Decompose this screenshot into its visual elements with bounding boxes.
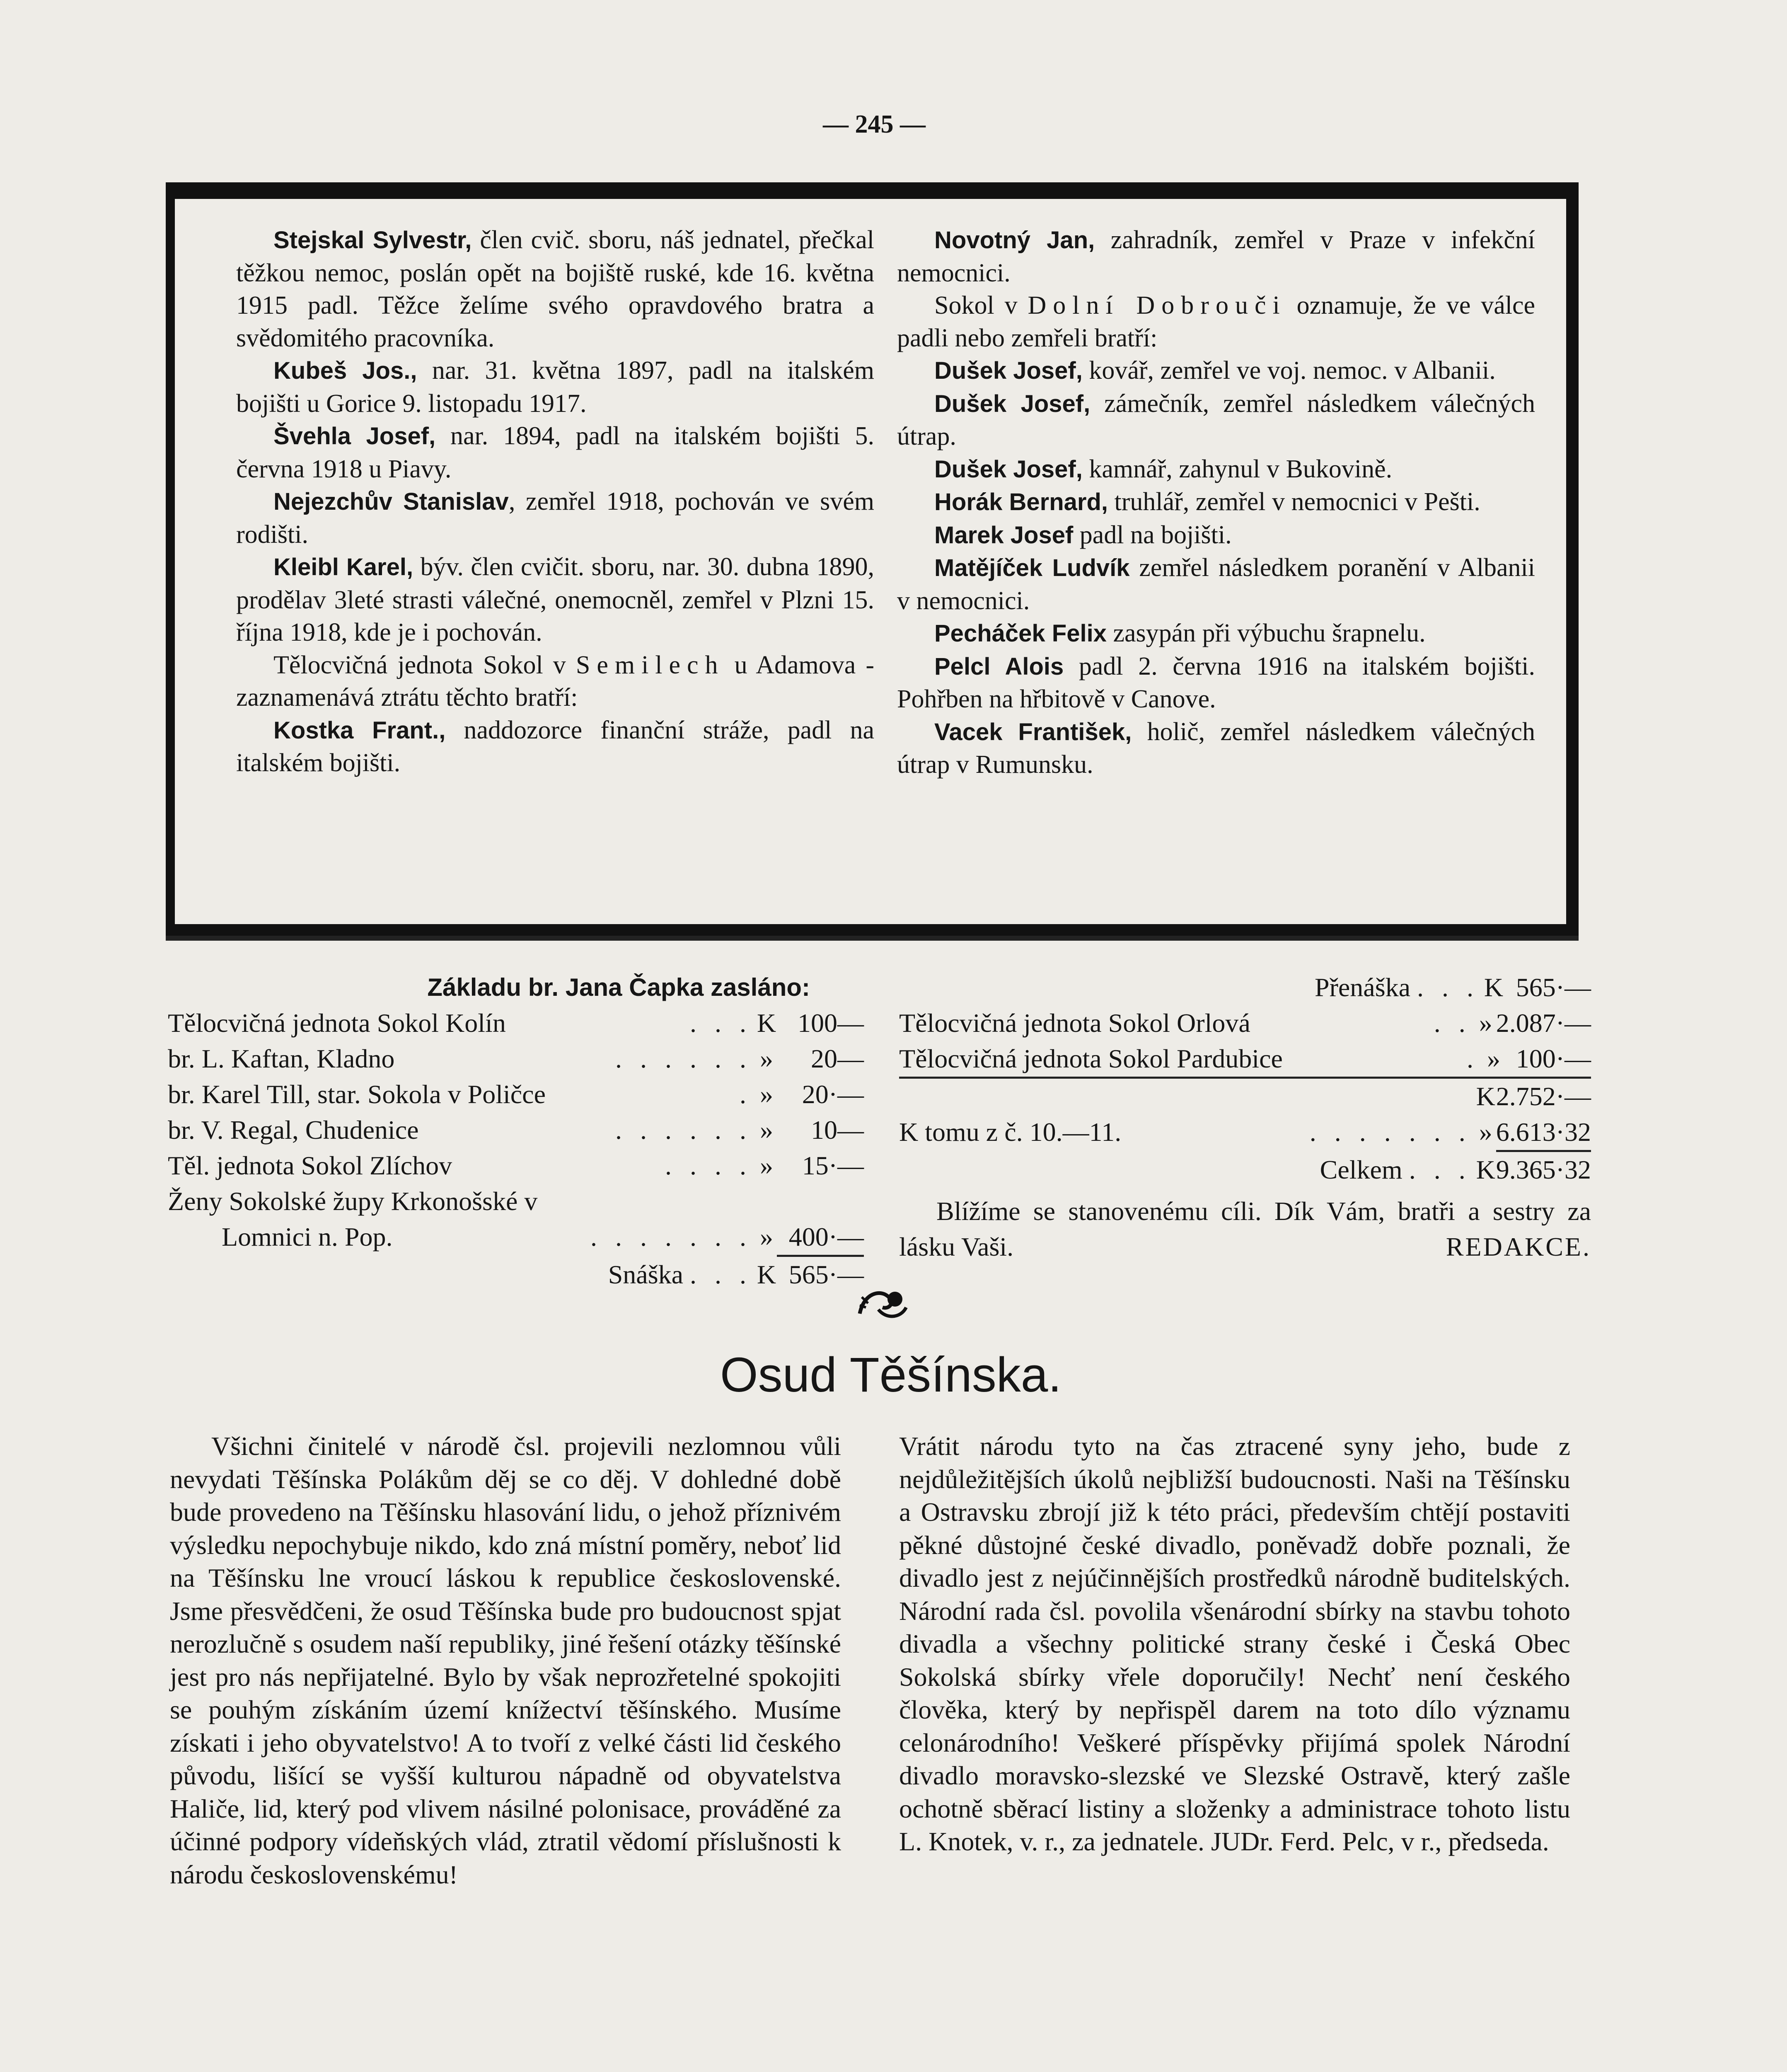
donation-subtotal: K 2.752·— bbox=[1476, 1082, 1591, 1111]
obituary-entry: Pelcl Alois padl 2. června 1916 na italském bojišti. Pohřben na hřbitově v Canove. bbox=[897, 652, 1535, 713]
donation-list-right bbox=[899, 970, 1591, 1265]
obituary-entry: Horák Bernard, truhlář, zemřel v nemocnici v Pešti. bbox=[934, 488, 1480, 516]
obituary-entry: Matějíček Ludvík zemřel následkem poranění v Albanii v nemocnici. bbox=[897, 554, 1536, 615]
donation-row: br. L. Kaftan, Kladno . . . . . . » 20— bbox=[168, 1044, 864, 1073]
obituary-entry: Dušek Josef, kamnář, zahynul v Bukovině. bbox=[934, 455, 1393, 483]
donation-total: Snáška . . . K 565·— bbox=[608, 1260, 864, 1289]
donation-row: br. Karel Till, star. Sokola v Poličce . » 20·— bbox=[168, 1080, 864, 1109]
obituary-column-left bbox=[236, 224, 874, 779]
donation-grand-total: Celkem . . . K 9.365·32 bbox=[1320, 1155, 1591, 1184]
donation-list-left bbox=[168, 970, 864, 1293]
donation-row: Tělocvičná jednota Sokol Kolín . . . K 100— bbox=[168, 1008, 864, 1038]
thanks-note: Blížíme se stanovenému cíli. Dík Vám, bratři a sestry za lásku Vaši. REDAKCE. bbox=[899, 1193, 1591, 1265]
divider-rule bbox=[166, 936, 1579, 941]
donation-carry: Přenáška . . . K 565·— bbox=[1314, 973, 1591, 1002]
donation-row: br. V. Regal, Chudenice . . . . . . » 10— bbox=[168, 1115, 864, 1145]
article-paragraph: Všichni činitelé v národě čsl. projevili nezlomnou vůli nevydati Těšínska Polákům děj se co děj. V dohledné době bude provedeno na Těšínsku hlasování lidu, o jehož příznivém výsledku nepochybuje nikdo, kdo zná místní poměry, neboť lid na Těšínsku lne vroucí láskou k republice československé. Jsme přesvědčeni, že osud Těšínska bude pro budoucnost spjat nerozlučně s osudem naší republiky, jiné řešení otázky těšínské jest pro nás nepřijatelné. Bylo by však neprozřetelné spokojiti se pouhým získáním území knížectví těšínského. Musíme získati i jeho obyvatelstvo! A to tvoří z velké části lid českého původu, lišící se vyšší kulturou nápadně od obyvatelstva Haliče, lid, který pod vlivem násilné polonisace, prováděné za účinné podpory vídeňských vlád, ztratil vědomí příslušnosti k národu československému! bbox=[170, 1431, 841, 1889]
donation-row: Tělocvičná jednota Sokol Orlová . . » 2.087·— bbox=[899, 1008, 1591, 1038]
donation-row: Těl. jednota Sokol Zlíchov . . . . » 15·— bbox=[168, 1151, 864, 1180]
article-paragraph: Vrátit národu tyto na čas ztracené syny jeho, bude z nejdůležitějších úkolů nejbližší budoucnosti. Naši na Těšínsku a Ostravsku zbrojí již k této práci, především chtějí postaviti pěkné důstojné české divadlo, poněvadž dobře poznali, že divadlo jest z nejúčinnějších prostředků národně buditelských. Národní rada čsl. povolila všenárodní sbírky na stavbu tohoto divadla a všechny politické strany české i Česká Obec Sokolská sbírky vřele doporučily! Nechť není českého člověka, který by nepřispěl darem na toto dílo významu celonárodního! Veškeré příspěvky přijímá spolek Národní divadlo moravsko-slezské ve Slezské Ostravě, který zašle ochotně sběrací listiny a složenky a administrace tohoto listu L. Knotek, v. r., za jednatele. JUDr. Ferd. Pelc, v r., předseda. bbox=[899, 1431, 1570, 1856]
obituary-entry: Dušek Josef, kovář, zemřel ve voj. nemoc. v Albanii. bbox=[934, 356, 1496, 385]
obituary-entry: Nejezchův Stanislav, zemřel 1918, pochován ve svém rodišti. bbox=[236, 487, 874, 549]
obituary-entry: Švehla Josef, nar. 1894, padl na italském bojišti 5. června 1918 u Piavy. bbox=[236, 422, 874, 483]
obituary-entry: Kubeš Jos., nar. 31. května 1897, padl na italském bojišti u Gorice 9. listopadu 1917. bbox=[236, 356, 874, 418]
obituary-entry: Novotný Jan, zahradník, zemřel v Praze v infekční nemocnici. bbox=[897, 226, 1535, 287]
page-number: — 245 — bbox=[823, 110, 926, 138]
donation-row: Tělocvičná jednota Sokol Pardubice . » 100·— bbox=[899, 1041, 1591, 1079]
ornament-icon bbox=[856, 1285, 909, 1322]
donation-title: Základu br. Jana Čapka zasláno: bbox=[427, 973, 810, 1001]
donation-row: Lomnici n. Pop. . . . . . . . » 400·— bbox=[168, 1219, 864, 1257]
obituary-entry: Stejskal Sylvestr, člen cvič. sboru, náš jednatel, přečkal těžkou nemoc, poslán opět na bojiště ruské, kde 16. května 1915 padl. Těžce želíme svého opravdového bratra a svědomitého pracovníka. bbox=[236, 226, 875, 352]
article-column-left bbox=[170, 1430, 841, 1891]
signature: REDAKCE. bbox=[1446, 1232, 1591, 1261]
article-column-right bbox=[899, 1430, 1570, 1858]
obituary-entry: Marek Josef padl na bojišti. bbox=[934, 520, 1232, 549]
obituary-entry: Pecháček Felix zasypán při výbuchu šrapnelu. bbox=[934, 619, 1426, 647]
obituary-entry: Kleibl Karel, býv. člen cvičit. sboru, nar. 30. dubna 1890, prodělav 3leté strasti válečné, onemocněl, zemřel v Plzni 15. října 1918, kde je i pochován. bbox=[236, 553, 874, 646]
article-title: Osud Těšínska. bbox=[720, 1348, 1062, 1402]
obituary-announcement: Tělocvičná jednota Sokol v Semilech u Adamova - zaznamenává ztrátu těchto bratří: bbox=[236, 651, 875, 712]
obituary-entry: Vacek František, holič, zemřel následkem válečných útrap v Rumunsku. bbox=[897, 717, 1535, 779]
donation-row: Ženy Sokolské župy Krkonošské v bbox=[168, 1186, 538, 1216]
obituary-column-right bbox=[897, 224, 1535, 781]
obituary-entry: Dušek Josef, zámečník, zemřel následkem válečných útrap. bbox=[897, 389, 1536, 450]
obituary-entry: Kostka Frant., naddozorce finanční stráže, padl na italském bojišti. bbox=[236, 716, 874, 777]
obituary-announcement: Sokol v Dolní Dobrouči oznamuje, že ve válce padli nebo zemřeli bratří: bbox=[897, 291, 1536, 352]
donation-row: K tomu z č. 10.—11. . . . . . . . » 6.613·32 bbox=[899, 1114, 1591, 1152]
